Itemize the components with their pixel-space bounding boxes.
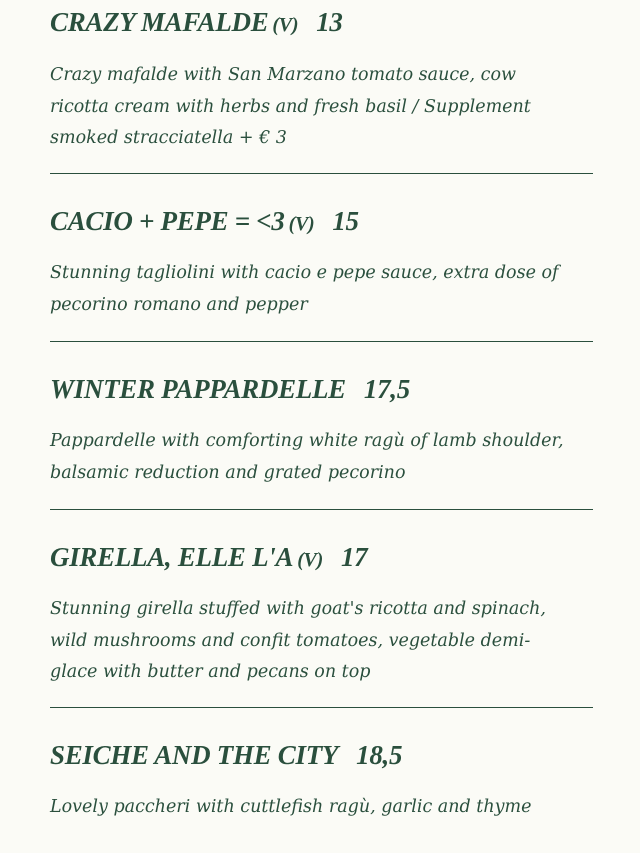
vegetarian-tag: (V) — [272, 14, 299, 36]
dish-description — [50, 258, 593, 321]
divider — [50, 707, 593, 708]
description-line: Stunning girella stuffed with goat's ricotta and spinach, — [50, 599, 546, 619]
dish-title — [50, 371, 593, 407]
description-line: Lovely paccheri with cuttlefish ragù, garlic and thyme — [50, 797, 532, 817]
dish-title — [50, 4, 593, 43]
menu-item — [50, 203, 593, 315]
dish-price: 17,5 — [363, 374, 410, 404]
description-line: glace with butter and pecans on top — [50, 662, 371, 682]
dish-description — [50, 426, 593, 489]
vegetarian-tag: (V) — [297, 549, 323, 571]
dish-name: GIRELLA, ELLE L'A — [50, 542, 294, 572]
divider — [50, 341, 593, 342]
menu-item — [50, 4, 593, 148]
dish-title — [50, 203, 593, 242]
description-line: ricotta cream with herbs and fresh basil / Supplement — [50, 96, 531, 117]
dish-description — [50, 60, 593, 155]
description-line: wild mushrooms and confit tomatoes, vegetable demi- — [50, 630, 531, 651]
dish-name: WINTER PAPPARDELLE — [50, 374, 346, 404]
dish-name: SEICHE AND THE CITY — [50, 740, 339, 770]
dish-price: 18,5 — [356, 740, 403, 770]
divider — [50, 173, 593, 174]
dish-price: 15 — [332, 206, 359, 236]
dish-name: CACIO + PEPE = <3 — [50, 206, 285, 236]
dish-price: 13 — [316, 7, 343, 37]
description-line: Pappardelle with comforting white ragù of lamb shoulder, — [50, 431, 564, 451]
description-line: pecorino romano and pepper — [50, 294, 308, 315]
description-line: Stunning tagliolini with cacio e pepe sauce, extra dose of — [50, 263, 559, 283]
description-line: balsamic reduction and grated pecorino — [50, 462, 406, 483]
vegetarian-tag: (V) — [288, 213, 315, 235]
dish-title — [50, 539, 593, 578]
dish-title — [50, 737, 593, 773]
menu-item — [50, 371, 593, 483]
menu-item — [50, 539, 593, 682]
dish-description — [50, 792, 593, 824]
dish-price: 17 — [340, 542, 368, 572]
menu-item — [50, 737, 593, 817]
dish-description — [50, 594, 593, 689]
description-line: Crazy mafalde with San Marzano tomato sauce, cow — [50, 65, 516, 85]
description-line: smoked stracciatella + € 3 — [50, 128, 287, 148]
dish-name: CRAZY MAFALDE — [50, 7, 269, 37]
divider — [50, 509, 593, 510]
